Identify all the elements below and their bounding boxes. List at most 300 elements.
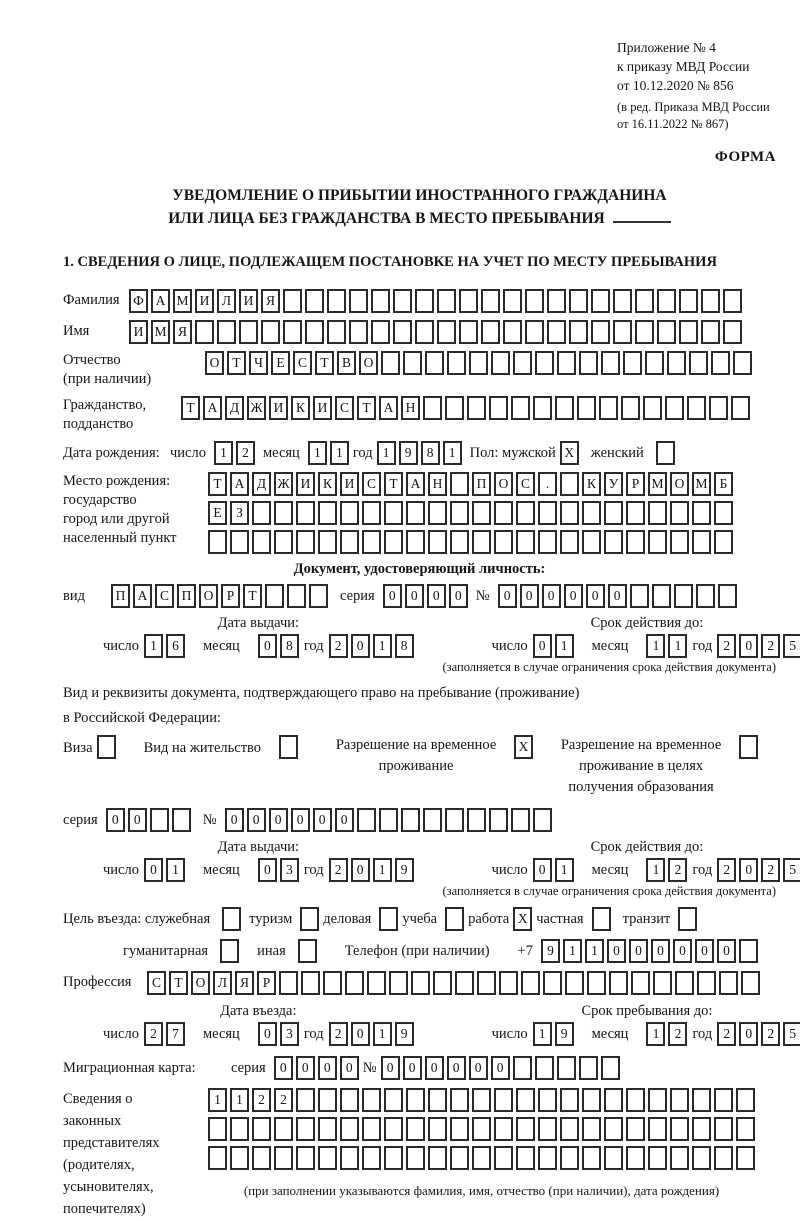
identity-issue-year-cells-cell-2[interactable]: 0 — [351, 634, 370, 658]
representatives-row-2-cells-cell-3[interactable] — [252, 1117, 271, 1141]
birth-place-row-2-cells-cell-11[interactable] — [428, 501, 447, 525]
purpose-humanitarian-checkbox[interactable] — [220, 939, 239, 963]
representatives-row-2-cells-cell-1[interactable] — [208, 1117, 227, 1141]
stay-year-cells-cell-4[interactable]: 5 — [783, 1022, 800, 1046]
migration-series-cells[interactable] — [274, 1056, 359, 1080]
migration-number-cells-cell-4[interactable]: 0 — [447, 1056, 466, 1080]
representatives-row-3-cells-cell-7[interactable] — [340, 1146, 359, 1170]
representatives-row-1-cells-cell-15[interactable] — [516, 1088, 535, 1112]
birth-place-row-1-cells-cell-14[interactable]: О — [494, 472, 513, 496]
name-cells-cell-20[interactable] — [547, 320, 566, 344]
citizenship-cells-cell-6[interactable]: К — [291, 396, 310, 420]
surname-cells-cell-14[interactable] — [415, 289, 434, 313]
citizenship-cells-cell-24[interactable] — [687, 396, 706, 420]
profession-cells-cell-1[interactable]: С — [147, 971, 166, 995]
permit-valid-day-cells-cell-2[interactable]: 1 — [555, 858, 574, 882]
representatives-row-1-cells-cell-7[interactable] — [340, 1088, 359, 1112]
profession-cells-cell-27[interactable] — [719, 971, 738, 995]
permit-issue-year-cells-cell-1[interactable]: 2 — [329, 858, 348, 882]
birth-place-row-2-cells-cell-6[interactable] — [318, 501, 337, 525]
citizenship-cells-cell-14[interactable] — [467, 396, 486, 420]
patronymic-cells-cell-15[interactable] — [513, 351, 532, 375]
surname-cells-cell-26[interactable] — [679, 289, 698, 313]
entry-year-cells-cell-1[interactable]: 2 — [329, 1022, 348, 1046]
representatives-row-1-cells-cell-19[interactable] — [604, 1088, 623, 1112]
citizenship-cells-cell-26[interactable] — [731, 396, 750, 420]
purpose-tourism-checkbox[interactable] — [300, 907, 319, 931]
birth-place-row-3-cells-cell-13[interactable] — [472, 530, 491, 554]
representatives-row-3-cells-cell-20[interactable] — [626, 1146, 645, 1170]
representatives-row-1-cells-cell-22[interactable] — [670, 1088, 689, 1112]
profession-cells-cell-5[interactable]: Я — [235, 971, 254, 995]
phone-cells-cell-8[interactable]: 0 — [695, 939, 714, 963]
migration-series-cells-cell-3[interactable]: 0 — [318, 1056, 337, 1080]
permit-number-cells-cell-10[interactable] — [423, 808, 442, 832]
profession-cells-cell-6[interactable]: Р — [257, 971, 276, 995]
birth-place-row-2-cells-cell-15[interactable] — [516, 501, 535, 525]
representatives-row-3-cells-cell-22[interactable] — [670, 1146, 689, 1170]
representatives-row-3-cells-cell-3[interactable] — [252, 1146, 271, 1170]
stay-day-cells[interactable] — [533, 1022, 574, 1046]
permit-valid-day-cells-cell-1[interactable]: 0 — [533, 858, 552, 882]
birth-place-row-2-cells-cell-19[interactable] — [604, 501, 623, 525]
surname-cells-cell-16[interactable] — [459, 289, 478, 313]
profession-cells-cell-9[interactable] — [323, 971, 342, 995]
citizenship-cells-cell-18[interactable] — [555, 396, 574, 420]
profession-cells-cell-16[interactable] — [477, 971, 496, 995]
birth-place-row-2-cells-cell-16[interactable] — [538, 501, 557, 525]
identity-valid-day-cells-cell-2[interactable]: 1 — [555, 634, 574, 658]
temp-permit-edu-checkbox-cell-1[interactable] — [739, 735, 758, 759]
phone-cells[interactable] — [541, 939, 758, 963]
citizenship-cells-cell-5[interactable]: И — [269, 396, 288, 420]
representatives-row-1-cells-cell-23[interactable] — [692, 1088, 711, 1112]
birth-place-row-3-cells-cell-24[interactable] — [714, 530, 733, 554]
representatives-row-2-cells-cell-4[interactable] — [274, 1117, 293, 1141]
permit-valid-month-cells-cell-2[interactable]: 2 — [668, 858, 687, 882]
citizenship-cells-cell-10[interactable]: А — [379, 396, 398, 420]
sex-female-checkbox-cell-1[interactable] — [656, 441, 675, 465]
doc-type-cells[interactable] — [111, 584, 328, 608]
surname-cells-cell-23[interactable] — [613, 289, 632, 313]
representatives-row-3-cells-cell-25[interactable] — [736, 1146, 755, 1170]
birth-place-row-3-cells-cell-23[interactable] — [692, 530, 711, 554]
purpose-other-checkbox[interactable] — [298, 939, 317, 963]
doc-series-cells-cell-1[interactable]: 0 — [383, 584, 402, 608]
doc-series-cells-cell-2[interactable]: 0 — [405, 584, 424, 608]
doc-series-cells-cell-3[interactable]: 0 — [427, 584, 446, 608]
residence-permit-checkbox-cell-1[interactable] — [279, 735, 298, 759]
representatives-row-2-cells-cell-6[interactable] — [318, 1117, 337, 1141]
representatives-row-1-cells-cell-6[interactable] — [318, 1088, 337, 1112]
purpose-business-checkbox[interactable] — [379, 907, 398, 931]
birth-place-row-3-cells-cell-18[interactable] — [582, 530, 601, 554]
patronymic-cells-cell-14[interactable] — [491, 351, 510, 375]
migration-number-cells-cell-1[interactable]: 0 — [381, 1056, 400, 1080]
patronymic-cells-cell-4[interactable]: Е — [271, 351, 290, 375]
entry-year-cells-cell-2[interactable]: 0 — [351, 1022, 370, 1046]
doc-number-cells-cell-5[interactable]: 0 — [586, 584, 605, 608]
profession-cells-cell-10[interactable] — [345, 971, 364, 995]
identity-valid-month-cells-cell-1[interactable]: 1 — [646, 634, 665, 658]
birth-place-row-1-cells-cell-16[interactable]: . — [538, 472, 557, 496]
surname-cells-cell-10[interactable] — [327, 289, 346, 313]
migration-number-cells-cell-5[interactable]: 0 — [469, 1056, 488, 1080]
birth-place-row-1-cells-cell-19[interactable]: У — [604, 472, 623, 496]
birth-place-row-1-cells-cell-7[interactable]: И — [340, 472, 359, 496]
identity-valid-month-cells-cell-2[interactable]: 1 — [668, 634, 687, 658]
entry-year-cells[interactable] — [329, 1022, 414, 1046]
patronymic-cells-cell-23[interactable] — [689, 351, 708, 375]
doc-number-cells[interactable] — [498, 584, 737, 608]
purpose-work-checkbox[interactable] — [513, 907, 532, 931]
citizenship-cells-cell-7[interactable]: И — [313, 396, 332, 420]
name-cells-cell-12[interactable] — [371, 320, 390, 344]
migration-number-cells-cell-7[interactable] — [513, 1056, 532, 1080]
representatives-row-1-cells-cell-16[interactable] — [538, 1088, 557, 1112]
permit-number-cells-cell-13[interactable] — [489, 808, 508, 832]
identity-valid-year-cells-cell-4[interactable]: 5 — [783, 634, 800, 658]
representatives-row-2-cells-cell-9[interactable] — [384, 1117, 403, 1141]
phone-cells-cell-2[interactable]: 1 — [563, 939, 582, 963]
temp-permit-checkbox[interactable] — [514, 735, 533, 759]
patronymic-cells-cell-22[interactable] — [667, 351, 686, 375]
name-cells-cell-27[interactable] — [701, 320, 720, 344]
name-cells-cell-19[interactable] — [525, 320, 544, 344]
surname-cells-cell-12[interactable] — [371, 289, 390, 313]
surname-cells-cell-13[interactable] — [393, 289, 412, 313]
birth-place-row-3-cells-cell-10[interactable] — [406, 530, 425, 554]
entry-year-cells-cell-4[interactable]: 9 — [395, 1022, 414, 1046]
patronymic-cells-cell-21[interactable] — [645, 351, 664, 375]
representatives-row-3-cells-cell-17[interactable] — [560, 1146, 579, 1170]
patronymic-cells-cell-12[interactable] — [447, 351, 466, 375]
doc-number-cells-cell-8[interactable] — [652, 584, 671, 608]
purpose-transit-checkbox-cell-1[interactable] — [678, 907, 697, 931]
permit-valid-year-cells-cell-3[interactable]: 2 — [761, 858, 780, 882]
representatives-row-2-cells-cell-15[interactable] — [516, 1117, 535, 1141]
sex-male-checkbox[interactable] — [560, 441, 579, 465]
birth-place-row-2-cells-cell-8[interactable] — [362, 501, 381, 525]
birth-place-row-2-cells[interactable] — [208, 501, 733, 525]
patronymic-cells-cell-3[interactable]: Ч — [249, 351, 268, 375]
entry-year-cells-cell-3[interactable]: 1 — [373, 1022, 392, 1046]
sex-male-checkbox-cell-1[interactable]: X — [560, 441, 579, 465]
permit-valid-year-cells-cell-1[interactable]: 2 — [717, 858, 736, 882]
surname-cells-cell-19[interactable] — [525, 289, 544, 313]
permit-valid-day-cells[interactable] — [533, 858, 574, 882]
birth-place-row-3-cells[interactable] — [208, 530, 733, 554]
representatives-row-1-cells-cell-25[interactable] — [736, 1088, 755, 1112]
doc-number-cells-cell-2[interactable]: 0 — [520, 584, 539, 608]
surname-cells-cell-27[interactable] — [701, 289, 720, 313]
identity-issue-year-cells-cell-3[interactable]: 1 — [373, 634, 392, 658]
birth-place-row-3-cells-cell-17[interactable] — [560, 530, 579, 554]
representatives-row-2-cells-cell-21[interactable] — [648, 1117, 667, 1141]
patronymic-cells-cell-2[interactable]: Т — [227, 351, 246, 375]
surname-cells-cell-28[interactable] — [723, 289, 742, 313]
patronymic-cells-cell-19[interactable] — [601, 351, 620, 375]
doc-series-cells[interactable] — [383, 584, 468, 608]
citizenship-cells-cell-21[interactable] — [621, 396, 640, 420]
profession-cells-cell-26[interactable] — [697, 971, 716, 995]
surname-cells-cell-21[interactable] — [569, 289, 588, 313]
permit-issue-day-cells[interactable] — [144, 858, 185, 882]
representatives-row-2-cells-cell-12[interactable] — [450, 1117, 469, 1141]
surname-cells-cell-2[interactable]: А — [151, 289, 170, 313]
birth-place-row-1-cells-cell-6[interactable]: К — [318, 472, 337, 496]
birth-year-cells-cell-3[interactable]: 8 — [421, 441, 440, 465]
representatives-row-2-cells-cell-2[interactable] — [230, 1117, 249, 1141]
purpose-official-checkbox-cell-1[interactable] — [222, 907, 241, 931]
entry-month-cells[interactable] — [258, 1022, 299, 1046]
profession-cells-cell-23[interactable] — [631, 971, 650, 995]
identity-valid-year-cells[interactable] — [717, 634, 800, 658]
birth-place-row-1-cells-cell-21[interactable]: М — [648, 472, 667, 496]
name-cells-cell-7[interactable] — [261, 320, 280, 344]
entry-day-cells-cell-1[interactable]: 2 — [144, 1022, 163, 1046]
patronymic-cells-cell-16[interactable] — [535, 351, 554, 375]
birth-place-row-3-cells-cell-6[interactable] — [318, 530, 337, 554]
representatives-row-3-cells[interactable] — [208, 1146, 755, 1170]
surname-cells-cell-11[interactable] — [349, 289, 368, 313]
birth-day-cells[interactable] — [214, 441, 255, 465]
profession-cells-cell-3[interactable]: О — [191, 971, 210, 995]
representatives-row-1-cells-cell-2[interactable]: 1 — [230, 1088, 249, 1112]
birth-place-row-1-cells-cell-17[interactable] — [560, 472, 579, 496]
representatives-row-2-cells-cell-18[interactable] — [582, 1117, 601, 1141]
representatives-row-1-cells-cell-17[interactable] — [560, 1088, 579, 1112]
phone-cells-cell-4[interactable]: 0 — [607, 939, 626, 963]
identity-issue-year-cells-cell-1[interactable]: 2 — [329, 634, 348, 658]
birth-day-cells-cell-2[interactable]: 2 — [236, 441, 255, 465]
permit-number-cells-cell-1[interactable]: 0 — [225, 808, 244, 832]
birth-place-row-2-cells-cell-12[interactable] — [450, 501, 469, 525]
birth-place-row-3-cells-cell-9[interactable] — [384, 530, 403, 554]
representatives-row-3-cells-cell-8[interactable] — [362, 1146, 381, 1170]
stay-year-cells-cell-3[interactable]: 2 — [761, 1022, 780, 1046]
birth-year-cells-cell-4[interactable]: 1 — [443, 441, 462, 465]
doc-type-cells-cell-2[interactable]: А — [133, 584, 152, 608]
identity-issue-day-cells-cell-1[interactable]: 1 — [144, 634, 163, 658]
visa-checkbox[interactable] — [97, 735, 116, 759]
birth-place-row-1-cells-cell-2[interactable]: А — [230, 472, 249, 496]
profession-cells-cell-13[interactable] — [411, 971, 430, 995]
citizenship-cells-cell-22[interactable] — [643, 396, 662, 420]
permit-number-cells-cell-15[interactable] — [533, 808, 552, 832]
birth-place-row-1-cells-cell-5[interactable]: И — [296, 472, 315, 496]
birth-place-row-1-cells[interactable] — [208, 472, 733, 496]
surname-cells-cell-8[interactable] — [283, 289, 302, 313]
phone-cells-cell-10[interactable] — [739, 939, 758, 963]
doc-type-cells-cell-10[interactable] — [309, 584, 328, 608]
representatives-row-3-cells-cell-23[interactable] — [692, 1146, 711, 1170]
representatives-row-2-cells-cell-19[interactable] — [604, 1117, 623, 1141]
permit-series-cells[interactable] — [106, 808, 191, 832]
representatives-row-3-cells-cell-24[interactable] — [714, 1146, 733, 1170]
representatives-row-3-cells-cell-21[interactable] — [648, 1146, 667, 1170]
representatives-row-1-cells-cell-18[interactable] — [582, 1088, 601, 1112]
birth-place-row-1-cells-cell-15[interactable]: С — [516, 472, 535, 496]
birth-place-row-2-cells-cell-3[interactable] — [252, 501, 271, 525]
permit-issue-month-cells[interactable] — [258, 858, 299, 882]
birth-place-row-3-cells-cell-2[interactable] — [230, 530, 249, 554]
representatives-row-3-cells-cell-10[interactable] — [406, 1146, 425, 1170]
doc-type-cells-cell-5[interactable]: О — [199, 584, 218, 608]
representatives-row-1-cells-cell-5[interactable] — [296, 1088, 315, 1112]
birth-place-row-3-cells-cell-12[interactable] — [450, 530, 469, 554]
migration-number-cells-cell-6[interactable]: 0 — [491, 1056, 510, 1080]
representatives-row-1-cells-cell-4[interactable]: 2 — [274, 1088, 293, 1112]
permit-valid-month-cells-cell-1[interactable]: 1 — [646, 858, 665, 882]
birth-place-row-1-cells-cell-13[interactable]: П — [472, 472, 491, 496]
birth-place-row-2-cells-cell-9[interactable] — [384, 501, 403, 525]
permit-valid-year-cells[interactable] — [717, 858, 800, 882]
birth-place-row-3-cells-cell-7[interactable] — [340, 530, 359, 554]
entry-month-cells-cell-1[interactable]: 0 — [258, 1022, 277, 1046]
representatives-row-3-cells-cell-14[interactable] — [494, 1146, 513, 1170]
permit-issue-day-cells-cell-2[interactable]: 1 — [166, 858, 185, 882]
profession-cells-cell-14[interactable] — [433, 971, 452, 995]
representatives-row-1-cells-cell-20[interactable] — [626, 1088, 645, 1112]
representatives-row-1-cells-cell-11[interactable] — [428, 1088, 447, 1112]
citizenship-cells-cell-9[interactable]: Т — [357, 396, 376, 420]
birth-place-row-2-cells-cell-17[interactable] — [560, 501, 579, 525]
representatives-row-1-cells-cell-1[interactable]: 1 — [208, 1088, 227, 1112]
name-cells[interactable] — [129, 320, 742, 344]
purpose-work-checkbox-cell-1[interactable]: X — [513, 907, 532, 931]
citizenship-cells-cell-25[interactable] — [709, 396, 728, 420]
patronymic-cells[interactable] — [205, 351, 752, 375]
purpose-private-checkbox-cell-1[interactable] — [592, 907, 611, 931]
migration-number-cells[interactable] — [381, 1056, 620, 1080]
birth-year-cells-cell-2[interactable]: 9 — [399, 441, 418, 465]
doc-series-cells-cell-4[interactable]: 0 — [449, 584, 468, 608]
profession-cells[interactable] — [147, 971, 760, 995]
citizenship-cells-cell-1[interactable]: Т — [181, 396, 200, 420]
doc-type-cells-cell-1[interactable]: П — [111, 584, 130, 608]
permit-series-cells-cell-2[interactable]: 0 — [128, 808, 147, 832]
name-cells-cell-4[interactable] — [195, 320, 214, 344]
representatives-row-3-cells-cell-13[interactable] — [472, 1146, 491, 1170]
permit-number-cells[interactable] — [225, 808, 552, 832]
permit-number-cells-cell-7[interactable] — [357, 808, 376, 832]
surname-cells-cell-9[interactable] — [305, 289, 324, 313]
surname-cells-cell-18[interactable] — [503, 289, 522, 313]
name-cells-cell-28[interactable] — [723, 320, 742, 344]
birth-place-row-1-cells-cell-4[interactable]: Ж — [274, 472, 293, 496]
identity-issue-month-cells-cell-1[interactable]: 0 — [258, 634, 277, 658]
patronymic-cells-cell-9[interactable] — [381, 351, 400, 375]
stay-year-cells-cell-2[interactable]: 0 — [739, 1022, 758, 1046]
citizenship-cells-cell-15[interactable] — [489, 396, 508, 420]
representatives-row-1-cells-cell-9[interactable] — [384, 1088, 403, 1112]
temp-permit-edu-checkbox[interactable] — [739, 735, 758, 759]
name-cells-cell-24[interactable] — [635, 320, 654, 344]
name-cells-cell-1[interactable]: И — [129, 320, 148, 344]
profession-cells-cell-4[interactable]: Л — [213, 971, 232, 995]
phone-cells-cell-9[interactable]: 0 — [717, 939, 736, 963]
birth-place-row-1-cells-cell-1[interactable]: Т — [208, 472, 227, 496]
permit-valid-month-cells[interactable] — [646, 858, 687, 882]
entry-day-cells[interactable] — [144, 1022, 185, 1046]
permit-series-cells-cell-1[interactable]: 0 — [106, 808, 125, 832]
migration-series-cells-cell-4[interactable]: 0 — [340, 1056, 359, 1080]
permit-issue-year-cells-cell-2[interactable]: 0 — [351, 858, 370, 882]
birth-place-row-3-cells-cell-4[interactable] — [274, 530, 293, 554]
representatives-row-2-cells-cell-13[interactable] — [472, 1117, 491, 1141]
representatives-row-2-cells-cell-24[interactable] — [714, 1117, 733, 1141]
migration-number-cells-cell-3[interactable]: 0 — [425, 1056, 444, 1080]
patronymic-cells-cell-17[interactable] — [557, 351, 576, 375]
phone-cells-cell-3[interactable]: 1 — [585, 939, 604, 963]
identity-valid-year-cells-cell-1[interactable]: 2 — [717, 634, 736, 658]
name-cells-cell-9[interactable] — [305, 320, 324, 344]
identity-issue-month-cells-cell-2[interactable]: 8 — [280, 634, 299, 658]
doc-number-cells-cell-6[interactable]: 0 — [608, 584, 627, 608]
representatives-row-2-cells-cell-22[interactable] — [670, 1117, 689, 1141]
name-cells-cell-26[interactable] — [679, 320, 698, 344]
name-cells-cell-3[interactable]: Я — [173, 320, 192, 344]
patronymic-cells-cell-11[interactable] — [425, 351, 444, 375]
permit-valid-year-cells-cell-2[interactable]: 0 — [739, 858, 758, 882]
representatives-row-2-cells-cell-11[interactable] — [428, 1117, 447, 1141]
profession-cells-cell-22[interactable] — [609, 971, 628, 995]
birth-place-row-2-cells-cell-5[interactable] — [296, 501, 315, 525]
birth-year-cells[interactable] — [377, 441, 462, 465]
stay-day-cells-cell-1[interactable]: 1 — [533, 1022, 552, 1046]
birth-month-cells[interactable] — [308, 441, 349, 465]
profession-cells-cell-25[interactable] — [675, 971, 694, 995]
birth-place-row-1-cells-cell-24[interactable]: Б — [714, 472, 733, 496]
birth-place-row-2-cells-cell-10[interactable] — [406, 501, 425, 525]
citizenship-cells-cell-3[interactable]: Д — [225, 396, 244, 420]
purpose-study-checkbox[interactable] — [445, 907, 464, 931]
profession-cells-cell-17[interactable] — [499, 971, 518, 995]
name-cells-cell-8[interactable] — [283, 320, 302, 344]
migration-number-cells-cell-2[interactable]: 0 — [403, 1056, 422, 1080]
birth-place-row-3-cells-cell-5[interactable] — [296, 530, 315, 554]
surname-cells-cell-24[interactable] — [635, 289, 654, 313]
patronymic-cells-cell-7[interactable]: В — [337, 351, 356, 375]
representatives-row-1-cells-cell-12[interactable] — [450, 1088, 469, 1112]
purpose-transit-checkbox[interactable] — [678, 907, 697, 931]
name-cells-cell-6[interactable] — [239, 320, 258, 344]
surname-cells-cell-7[interactable]: Я — [261, 289, 280, 313]
residence-permit-checkbox[interactable] — [279, 735, 298, 759]
patronymic-cells-cell-1[interactable]: О — [205, 351, 224, 375]
purpose-humanitarian-checkbox-cell-1[interactable] — [220, 939, 239, 963]
representatives-row-3-cells-cell-11[interactable] — [428, 1146, 447, 1170]
profession-cells-cell-24[interactable] — [653, 971, 672, 995]
birth-place-row-3-cells-cell-20[interactable] — [626, 530, 645, 554]
birth-place-row-1-cells-cell-3[interactable]: Д — [252, 472, 271, 496]
representatives-row-2-cells-cell-17[interactable] — [560, 1117, 579, 1141]
permit-issue-month-cells-cell-1[interactable]: 0 — [258, 858, 277, 882]
representatives-row-1-cells-cell-24[interactable] — [714, 1088, 733, 1112]
phone-cells-cell-5[interactable]: 0 — [629, 939, 648, 963]
citizenship-cells-cell-4[interactable]: Ж — [247, 396, 266, 420]
citizenship-cells-cell-2[interactable]: А — [203, 396, 222, 420]
birth-place-row-3-cells-cell-14[interactable] — [494, 530, 513, 554]
birth-place-row-2-cells-cell-4[interactable] — [274, 501, 293, 525]
representatives-row-3-cells-cell-9[interactable] — [384, 1146, 403, 1170]
permit-number-cells-cell-3[interactable]: 0 — [269, 808, 288, 832]
birth-place-row-2-cells-cell-18[interactable] — [582, 501, 601, 525]
profession-cells-cell-12[interactable] — [389, 971, 408, 995]
birth-month-cells-cell-1[interactable]: 1 — [308, 441, 327, 465]
representatives-row-1-cells-cell-8[interactable] — [362, 1088, 381, 1112]
